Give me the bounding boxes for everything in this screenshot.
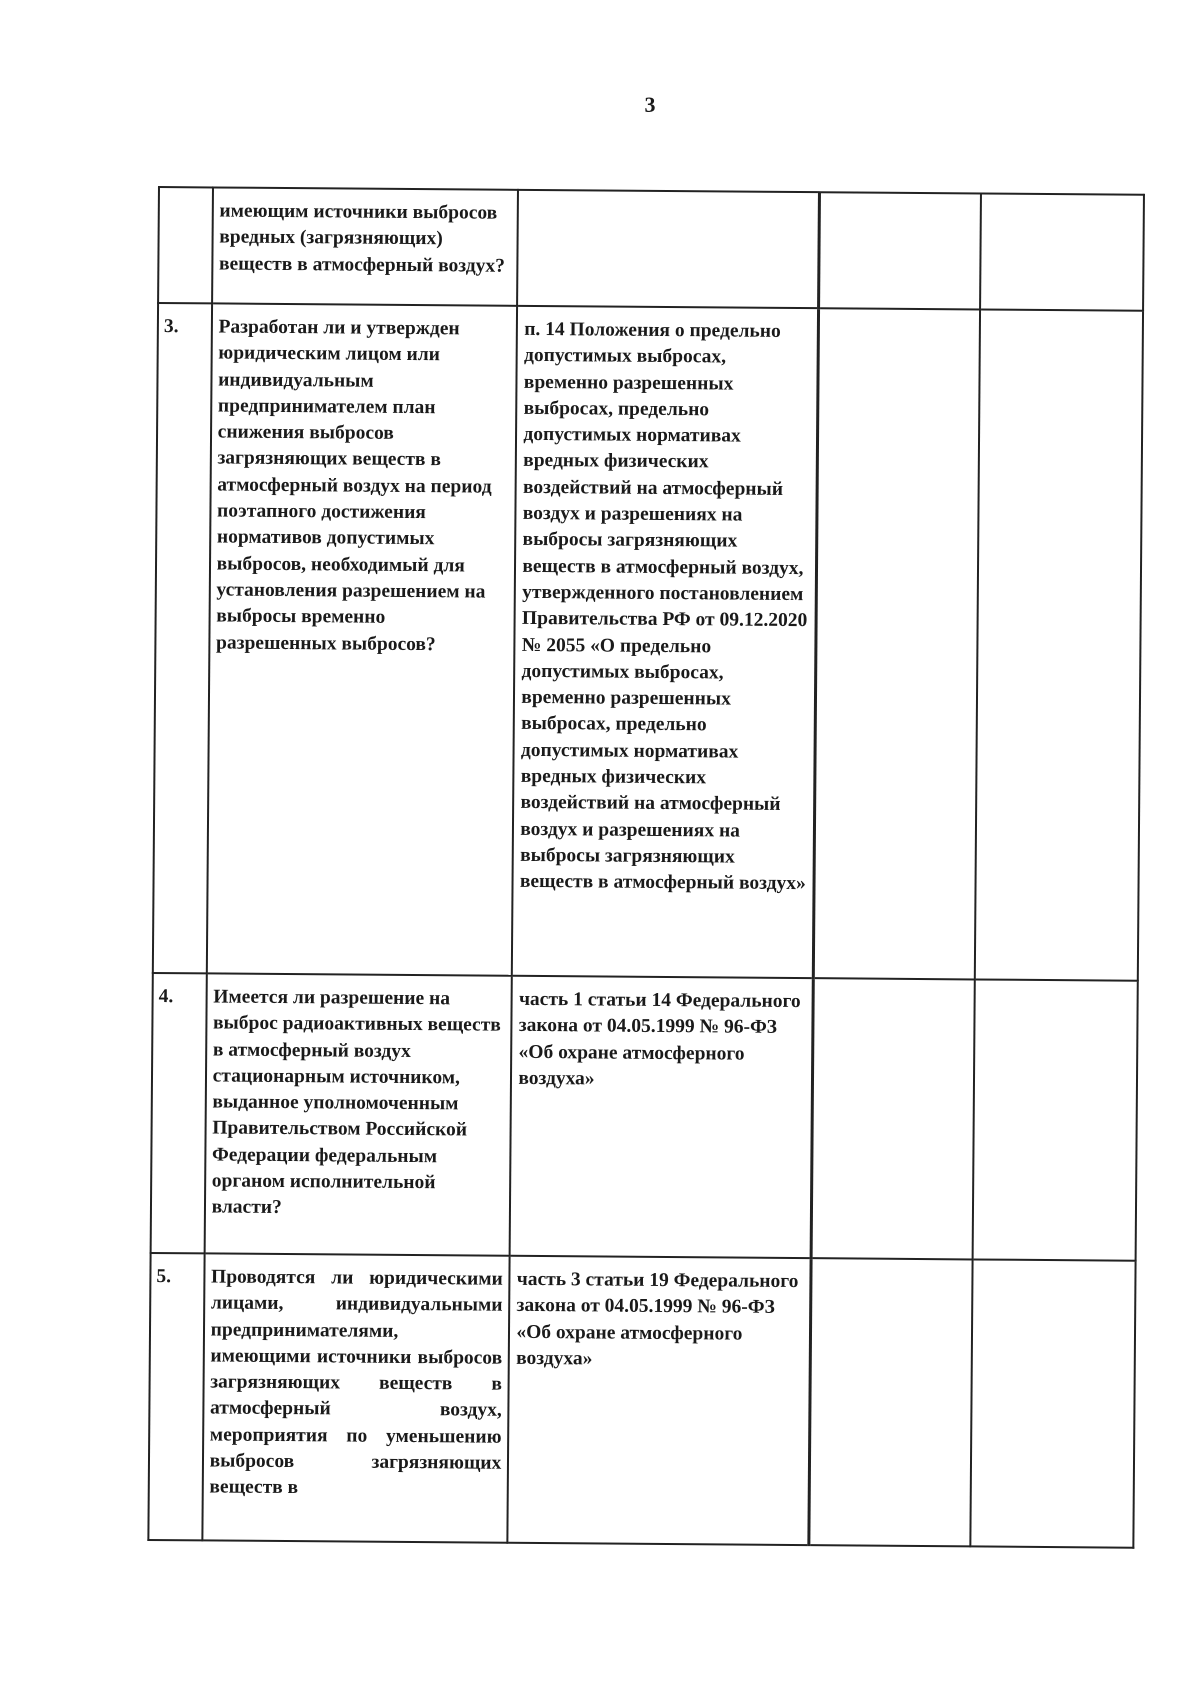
note-cell (980, 193, 1144, 310)
row-number-cell: 5. (148, 1253, 204, 1540)
reference-cell: часть 3 статьи 19 Федерального закона от 04.05.1999 № 96-ФЗ «Об охране атмосферного воздуха» (508, 1256, 811, 1545)
note-cell (970, 1259, 1135, 1547)
question-cell: Имеется ли разрешение на выброс радиоактивных веществ в атмосферный воздух стационарным источником, выданное уполномоченным Правительством Российской Федерации федеральным органом исполнительной власти? (204, 973, 512, 1255)
question-cell: Проводятся ли юридическими лицами, индивидуальными предпринимателями, имеющими источники выбросов загрязняющих веществ в атмосферный воздух, мероприятия по уменьшению выбросов загрязняющих веществ в (202, 1253, 510, 1542)
question-cell: Разработан ли и утвержден юридическим лицом или индивидуальным предпринимателем план снижения выбросов загрязняющих веществ в атмосферный воздух на период поэтапного достижения нормативов допустимых выбросов, необходимый для установления разрешением на выбросы временно разрешенных выбросов? (206, 303, 517, 975)
checklist-table (147, 186, 1145, 1549)
table-row (158, 187, 1144, 311)
table-row (148, 1253, 1135, 1548)
row-number-cell: 4. (151, 973, 207, 1253)
reference-cell: часть 1 статьи 14 Федерального закона от 04.05.1999 № 96-ФЗ «Об охране атмосферного воздуха» (510, 976, 813, 1258)
note-cell (975, 309, 1143, 980)
answer-cell (813, 308, 980, 979)
page-number: 3 (644, 92, 656, 117)
question-cell: имеющим источники выбросов вредных (загрязняющих) веществ в атмосферный воздух? (212, 187, 519, 305)
answer-cell (808, 1258, 972, 1546)
row-number-cell: 3. (153, 303, 212, 973)
answer-cell (818, 192, 981, 309)
reference-cell: п. 14 Положения о предельно допустимых выбросах, временно разрешенных выбросах, предельно допустимых нормативах вредных физических воздействий на атмосферный воздух и разрешениях на выбросы загрязняющих веществ в атмосферный воздух, утвержденного постановлением Правительства РФ от 09.12.2020 № 2055 «О предельно допустимых выбросах, временно разрешенных выбросах, предельно допустимых нормативах вредных физических воздействий на атмосферный воздух и разрешениях на выбросы загрязняющих веществ в атмосферный воздух» (512, 306, 818, 978)
note-cell (973, 979, 1138, 1260)
table-row (153, 303, 1143, 981)
answer-cell (811, 978, 975, 1259)
reference-cell (517, 190, 819, 308)
row-number-cell (158, 187, 213, 303)
table-row (151, 973, 1138, 1261)
